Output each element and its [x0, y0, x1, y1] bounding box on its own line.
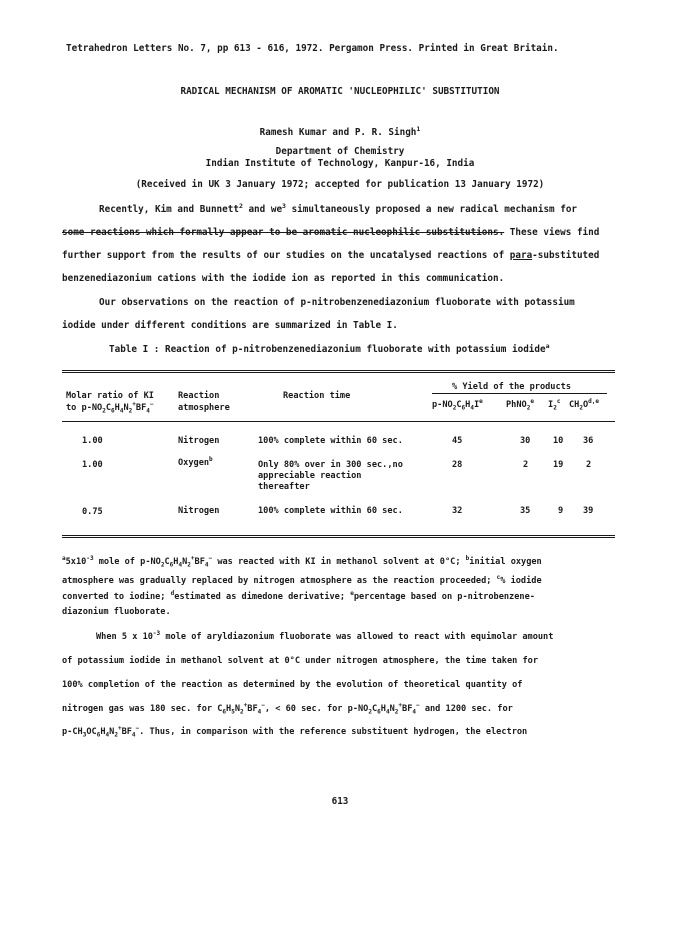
- para3-line5: $p-CH_3OC_6H_4N_2^+BF_4^-$. Thus, in comparison with the reference substituent hydrogen, the electron: [62, 725, 528, 739]
- row2-yield-1: 28: [452, 460, 463, 470]
- para1-line4: benzenediazonium cations with the iodide ion as reported in this communication.: [62, 273, 505, 284]
- row1-atmosphere: Nitrogen: [178, 436, 220, 446]
- text: -substituted: [532, 250, 600, 261]
- col-header-ratio-l1: Molar ratio of KI: [66, 391, 154, 401]
- text: BF: [247, 704, 258, 714]
- row3-yield-3: 9: [558, 506, 564, 516]
- text: C: [105, 403, 112, 413]
- citation-ref: 3: [282, 201, 286, 210]
- row2-time-l2: appreciable reaction: [258, 471, 362, 481]
- text: . Thus, in comparison with the reference substituent hydrogen, the electron: [139, 727, 528, 737]
- article-title: RADICAL MECHANISM OF AROMATIC 'NUCLEOPHILIC' SUBSTITUTION: [180, 86, 500, 97]
- product-header-4: $CH_2O^{d,e}$: [569, 398, 600, 412]
- institute: Indian Institute of Technology, Kanpur-16, India: [205, 158, 475, 169]
- para3-line1: [96, 632, 553, 642]
- text: mole of aryldiazonium fluoborate was allowed to react with equimolar amount: [160, 632, 554, 642]
- text: was reacted with KI in methanol solvent at 0°C;: [212, 557, 466, 567]
- exponent: -3: [152, 630, 161, 638]
- row2-time-l3: thereafter: [258, 482, 310, 492]
- col-header-atm-l2: atmosphere: [178, 403, 230, 413]
- text: Recently, Kim and Bunnett: [99, 204, 239, 215]
- text: I: [473, 400, 480, 410]
- text: , < 60 sec. for p-NO: [264, 704, 369, 714]
- text: p-CH: [62, 727, 83, 737]
- para1-line2: [62, 227, 599, 238]
- row1-ratio: 1.00: [82, 436, 103, 446]
- yield-group-rule: [432, 393, 607, 394]
- text: OC: [86, 727, 97, 737]
- footnote-line2: atmosphere was gradually replaced by nitrogen atmosphere as the reaction proceeded; $^c$% iodide: [62, 574, 542, 586]
- journal-header: Tetrahedron Letters No. 7, pp 613 - 616, 1972. Pergamon Press. Printed in Great Britain.: [66, 43, 559, 54]
- text: PhNO: [506, 400, 527, 410]
- row3-yield-2: 35: [520, 506, 531, 516]
- product-header-1: $p-NO_2C_6H_4I^e$: [432, 398, 483, 412]
- yield-group-header: % Yield of the products: [452, 382, 571, 392]
- table-caption: [109, 341, 550, 355]
- text: N: [109, 727, 115, 737]
- text: N: [123, 403, 129, 413]
- text: H: [465, 400, 471, 410]
- text: mole of p-NO: [93, 557, 161, 567]
- exponent: -3: [86, 555, 94, 563]
- text: BF: [194, 557, 205, 567]
- text: H: [226, 704, 232, 714]
- para3-line2: of potassium iodide in methanol solvent at 0°C under nitrogen atmosphere, the time taken for: [62, 656, 538, 666]
- text: simultaneously proposed a new radical mechanism for: [285, 204, 578, 215]
- para2-line2: iodide under different conditions are summarized in Table I.: [62, 320, 398, 331]
- row1-time: 100% complete within 60 sec.: [258, 436, 403, 446]
- para3-line4: nitrogen gas was 180 sec. for $C_6H_5N_2^+BF_4^-$, < 60 sec. for $p-NO_2C_6H_4N_2^+BF_4^-$ and 1200 sec. for: [62, 702, 513, 716]
- text: and 1200 sec. for: [419, 704, 513, 714]
- table-top-rule-2: [62, 372, 615, 373]
- product-header-3: $I_2^c$: [548, 398, 561, 412]
- table-bottom-rule: [62, 535, 615, 536]
- text: C: [371, 704, 378, 714]
- underlined-text: para: [509, 250, 533, 261]
- text: BF: [135, 403, 147, 413]
- department: Department of Chemistry: [275, 146, 405, 157]
- footnote-ref: b: [209, 456, 213, 464]
- para1-line3: [62, 250, 599, 261]
- caption-text: Table I : Reaction of p-nitrobenzenediazonium fluoborate with potassium iodide: [109, 344, 546, 355]
- table-top-rule: [62, 370, 615, 371]
- col-header-atm-l1: Reaction: [178, 391, 220, 401]
- row2-yield-3: 19: [553, 460, 564, 470]
- table-bottom-rule-2: [62, 537, 615, 538]
- row3-ratio: 0.75: [82, 507, 103, 517]
- text: atmosphere was gradually replaced by nitrogen atmosphere as the reaction proceeded;: [62, 576, 497, 586]
- text: CH: [569, 400, 580, 410]
- row3-time: 100% complete within 60 sec.: [258, 506, 403, 516]
- struck-text: some reactions which formally appear to be aromatic nucleophilic substitutions.: [62, 227, 505, 238]
- text: BF: [121, 727, 132, 737]
- row3-atmosphere: Nitrogen: [178, 506, 220, 516]
- para2-line1: Our observations on the reaction of p-nitrobenzenediazonium fluoborate with potassium: [99, 297, 575, 308]
- page-number: 613: [331, 796, 349, 807]
- text: H: [100, 727, 106, 737]
- col-header-time: Reaction time: [283, 391, 351, 401]
- text: C: [456, 400, 462, 410]
- text: converted to iodine;: [62, 592, 171, 602]
- text: p-NO: [432, 400, 453, 410]
- product-header-2: PhNO$_2^e$: [506, 398, 534, 412]
- citation-ref: 2: [238, 201, 243, 210]
- para3-line3: 100% completion of the reaction as determined by the evolution of theoretical quantity of: [62, 680, 523, 690]
- text: and we: [242, 204, 283, 215]
- row2-yield-4: 2: [586, 460, 592, 470]
- text: BF: [402, 704, 413, 714]
- row1-yield-1: 45: [452, 436, 463, 446]
- author-names-text: Ramesh Kumar and P. R. Singh: [259, 127, 417, 138]
- text: N: [234, 704, 241, 714]
- author-footnote-ref: 1: [416, 124, 421, 133]
- row2-atmosphere: [178, 458, 213, 468]
- row1-yield-2: 30: [520, 436, 531, 446]
- text: N: [389, 704, 395, 714]
- text: nitrogen gas was 180 sec. for C: [62, 704, 223, 714]
- received-date: (Received in UK 3 January 1972; accepted for publication 13 January 1972): [135, 179, 545, 190]
- text: C: [164, 557, 170, 567]
- author-names: [0, 124, 680, 138]
- text: Oxygen: [178, 458, 210, 468]
- row2-ratio: 1.00: [82, 460, 103, 470]
- text: % iodide: [500, 576, 542, 586]
- caption-footnote-ref: a: [545, 341, 550, 350]
- text: H: [380, 704, 386, 714]
- text: I: [548, 400, 554, 410]
- row2-yield-2: 2: [523, 460, 529, 470]
- text: N: [182, 557, 188, 567]
- row2-time-l1: Only 80% over in 300 sec.,no: [258, 460, 403, 470]
- text: to p-NO: [66, 403, 103, 413]
- text: When 5 x 10: [96, 632, 153, 642]
- footnote-line1: $^a5x10^{-3}$ mole of $p-NO_2C_6H_4N_2^+BF_4^-$ was reacted with KI in methanol solvent at 0°C; $^b$initial oxygen: [62, 555, 542, 569]
- para1-line1: [99, 201, 578, 215]
- text: initial oxygen: [469, 557, 542, 567]
- text: These views find: [504, 227, 600, 238]
- footnote-line4: diazonium fluoborate.: [62, 607, 171, 617]
- text: estimated as dimedone derivative;: [174, 592, 351, 602]
- text: H: [114, 403, 120, 413]
- row3-yield-4: 39: [583, 506, 594, 516]
- text: O: [582, 400, 589, 410]
- text: H: [173, 557, 179, 567]
- row1-yield-3: 10: [553, 436, 564, 446]
- footnote-line3: converted to iodine; $^d$estimated as dimedone derivative; $^e$percentage based on p-nitrobenzene-: [62, 590, 535, 602]
- table-header-rule: [62, 421, 615, 422]
- text: further support from the results of our studies on the uncatalysed reactions of: [62, 250, 510, 261]
- col-header-ratio-l2: to $p-NO_2C_6H_4N_2^+BF_4^-$: [66, 401, 154, 415]
- row3-yield-1: 32: [452, 506, 463, 516]
- text: percentage based on p-nitrobenzene-: [353, 592, 535, 602]
- row1-yield-4: 36: [583, 436, 594, 446]
- text: 5x10: [65, 557, 87, 567]
